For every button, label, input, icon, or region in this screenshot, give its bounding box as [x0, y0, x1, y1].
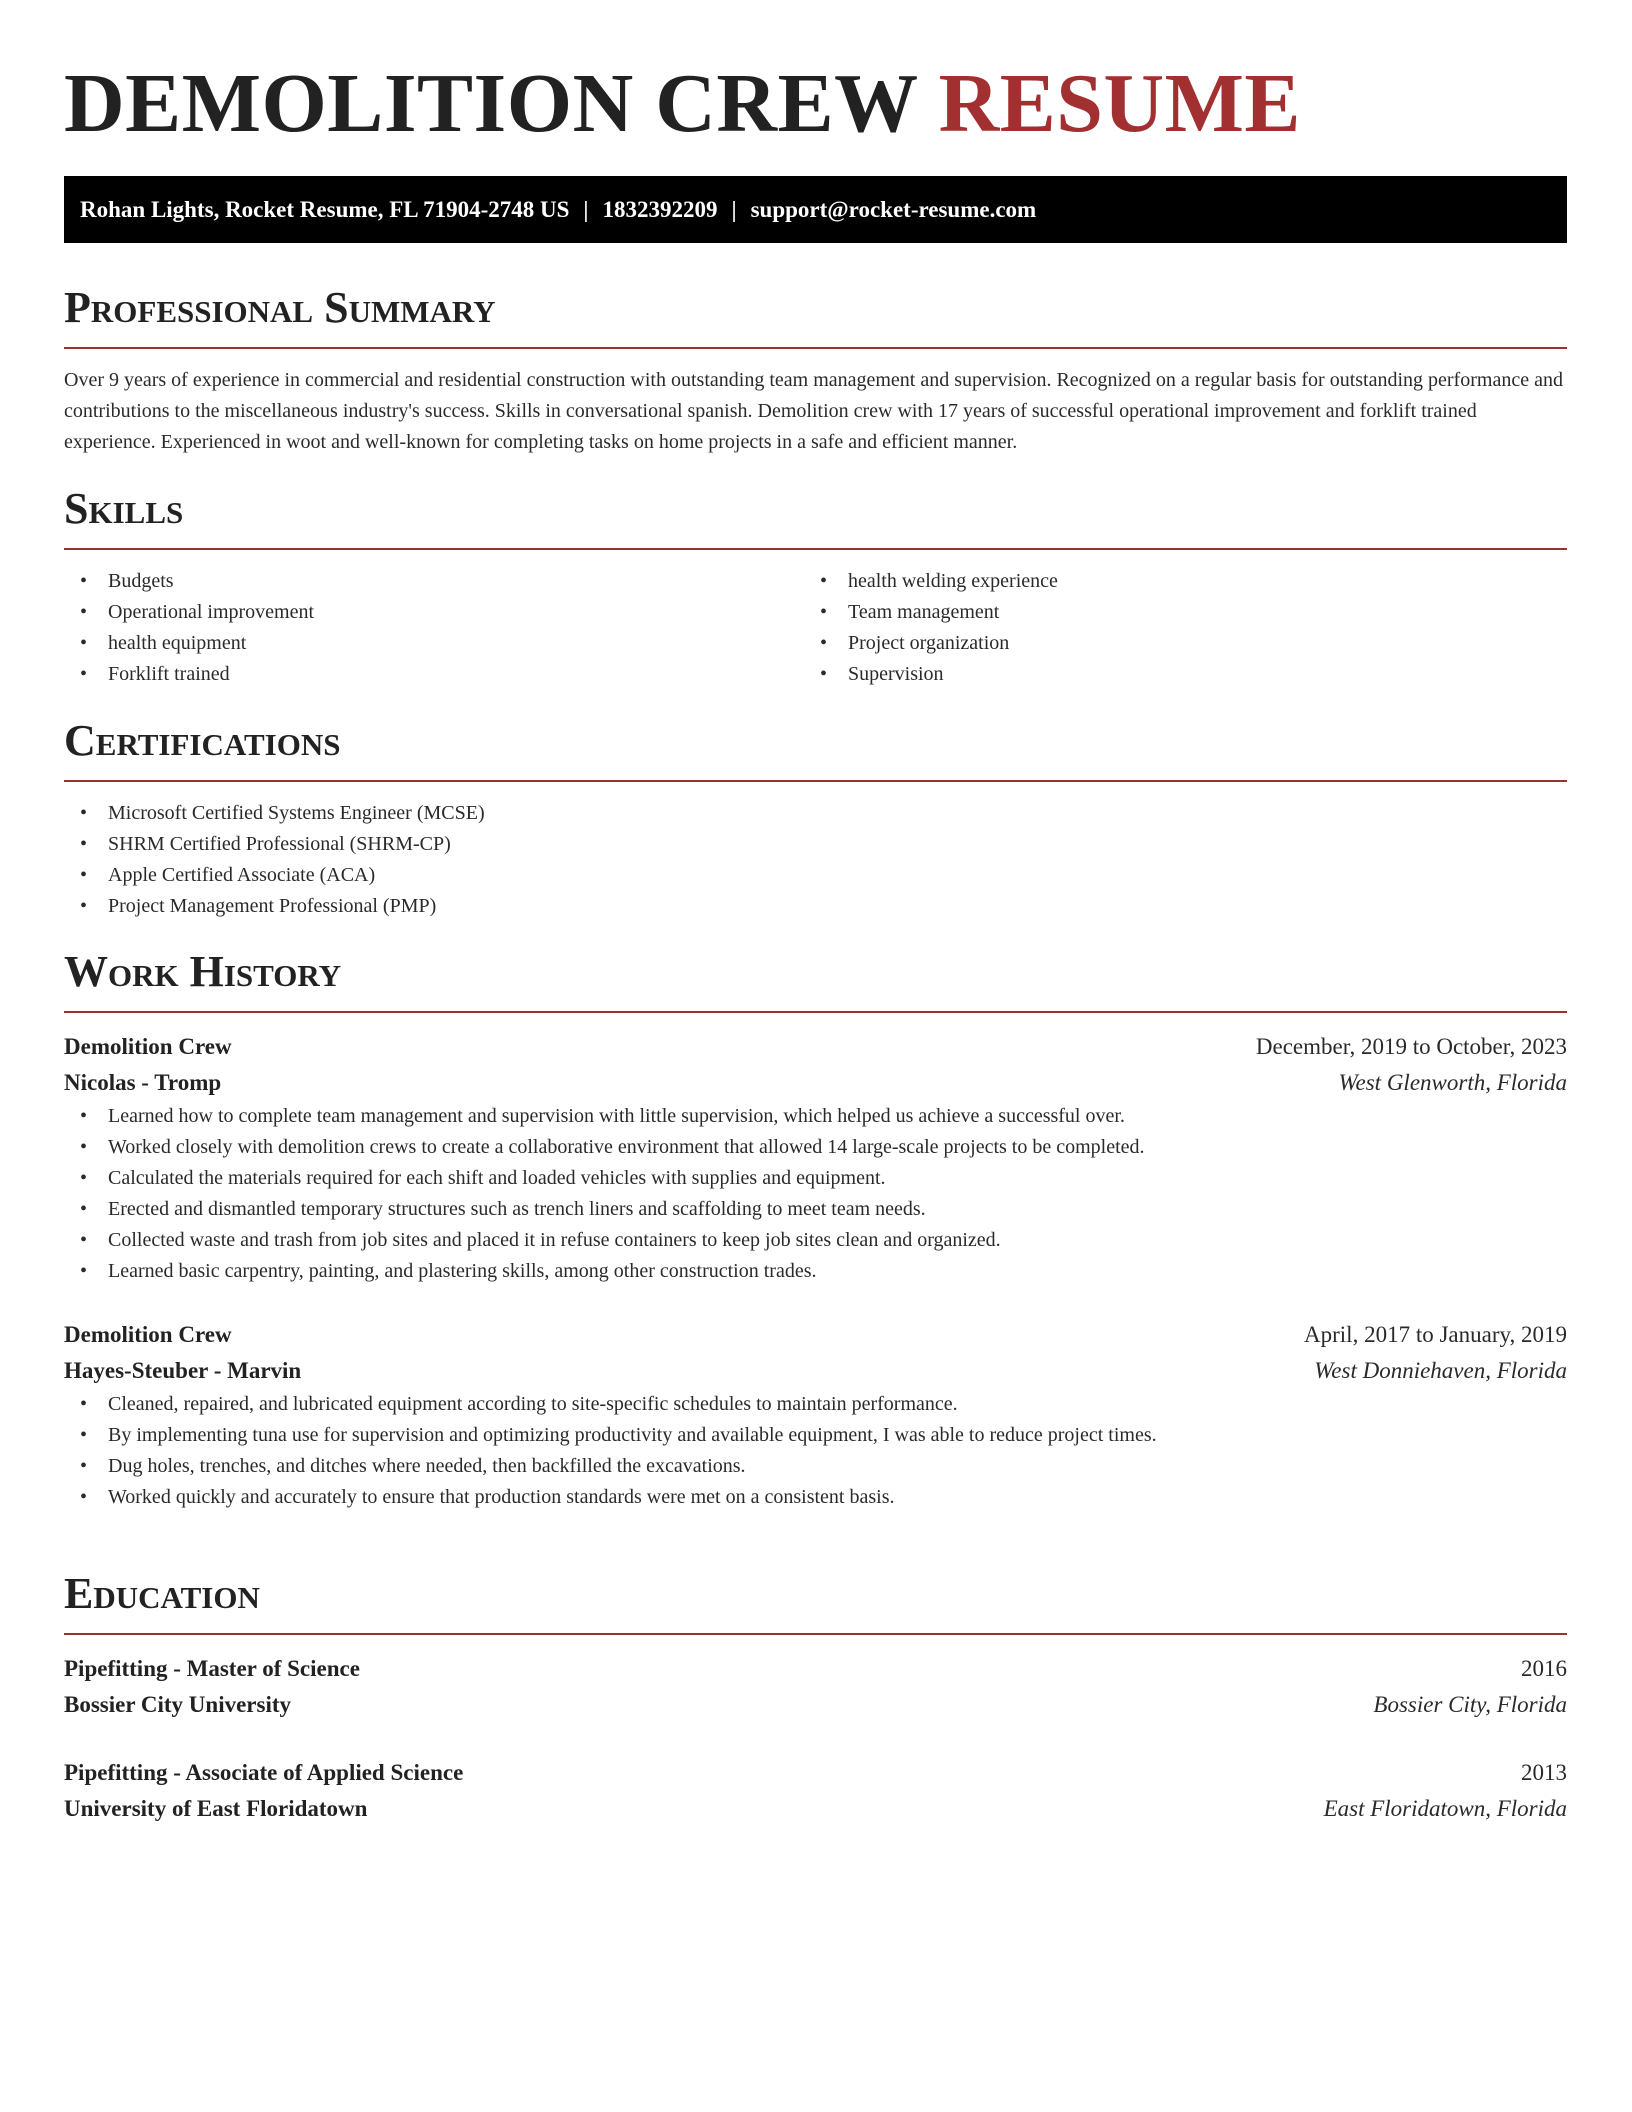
education-section [64, 1569, 1567, 1827]
section-divider [64, 780, 1567, 782]
certification-item: • Apple Certified Associate (ACA) [64, 860, 1567, 891]
contact-bar [64, 176, 1567, 243]
contact-email[interactable]: support@rocket-resume.com [750, 197, 1037, 222]
title-main: DEMOLITION CREW [64, 57, 918, 150]
job-duty: • Calculated the materials required for each shift and loaded vehicles with supplies and equipment. [64, 1163, 1567, 1194]
work-history-heading: Work History [64, 947, 342, 996]
graduation-year: 2016 [1521, 1656, 1567, 1681]
job-title-row [64, 1317, 1567, 1353]
job-duty: • Learned how to complete team management and supervision with little supervision, which helped us achieve a successful over. [64, 1101, 1567, 1132]
job-duties-list [64, 1101, 1567, 1287]
job-duty: • Cleaned, repaired, and lubricated equipment according to site-specific schedules to maintain performance. [64, 1389, 1567, 1420]
degree-row [64, 1755, 1567, 1791]
section-divider [64, 548, 1567, 550]
job-location: West Donniehaven, Florida [1314, 1358, 1567, 1383]
skills-heading: Skills [64, 484, 184, 533]
job-entry [64, 1317, 1567, 1513]
certifications-heading: Certifications [64, 716, 341, 765]
contact-separator: | [583, 197, 589, 222]
job-title: Demolition Crew [64, 1034, 232, 1059]
degree-row [64, 1651, 1567, 1687]
job-duty: • Collected waste and trash from job sites and placed it in refuse containers to keep job sites clean and organized. [64, 1225, 1567, 1256]
job-title: Demolition Crew [64, 1322, 232, 1347]
title-accent: RESUME [938, 57, 1301, 150]
skill-item: • Team management [804, 597, 1544, 628]
school-row [64, 1687, 1567, 1723]
job-duty: • Worked closely with demolition crews to create a collaborative environment that allowed 14 large-scale projects to be completed. [64, 1132, 1567, 1163]
resume-title [64, 56, 1567, 152]
certification-item: • Microsoft Certified Systems Engineer (MCSE) [64, 798, 1567, 829]
skills-list-right [804, 566, 1544, 690]
contact-separator: | [731, 197, 737, 222]
skills-list-left [64, 566, 804, 690]
contact-phone[interactable]: 1832392209 [602, 197, 718, 222]
skill-item: • Operational improvement [64, 597, 804, 628]
skills-section [64, 484, 1567, 690]
job-dates: April, 2017 to January, 2019 [1304, 1322, 1567, 1347]
work-history-section [64, 947, 1567, 1513]
school-location: East Floridatown, Florida [1323, 1796, 1567, 1821]
job-entry [64, 1029, 1567, 1287]
skill-item: • health equipment [64, 628, 804, 659]
job-duty: • Learned basic carpentry, painting, and plastering skills, among other construction trades. [64, 1256, 1567, 1287]
graduation-year: 2013 [1521, 1760, 1567, 1785]
contact-address: Rohan Lights, Rocket Resume, FL 71904-2748 US [80, 197, 570, 222]
job-company: Hayes-Steuber - Marvin [64, 1358, 302, 1383]
school-location: Bossier City, Florida [1373, 1692, 1567, 1717]
certification-item: • Project Management Professional (PMP) [64, 891, 1567, 922]
resume-page [64, 0, 1567, 1821]
education-heading: Education [64, 1569, 260, 1618]
job-dates: December, 2019 to October, 2023 [1255, 1034, 1567, 1059]
education-entry [64, 1651, 1567, 1723]
skill-item: • Forklift trained [64, 659, 804, 690]
job-title-row [64, 1029, 1567, 1065]
job-company-row [64, 1065, 1567, 1101]
skills-columns [64, 566, 1567, 690]
skill-item: • Budgets [64, 566, 804, 597]
job-company-row [64, 1353, 1567, 1389]
job-duty: • Erected and dismantled temporary structures such as trench liners and scaffolding to meet team needs. [64, 1194, 1567, 1225]
certification-item: • SHRM Certified Professional (SHRM-CP) [64, 829, 1567, 860]
skill-item: • Supervision [804, 659, 1544, 690]
school-row [64, 1791, 1567, 1827]
skill-item: • health welding experience [804, 566, 1544, 597]
job-company: Nicolas - Tromp [64, 1070, 222, 1095]
summary-heading: Professional Summary [64, 283, 496, 332]
section-divider [64, 347, 1567, 349]
job-duty: • By implementing tuna use for supervision and optimizing productivity and available equipment, I was able to reduce project times. [64, 1420, 1567, 1451]
school-name: Bossier City University [64, 1692, 292, 1717]
job-duties-list [64, 1389, 1567, 1513]
education-entry [64, 1755, 1567, 1827]
job-location: West Glenworth, Florida [1338, 1070, 1567, 1095]
school-name: University of East Floridatown [64, 1796, 368, 1821]
degree-name: Pipefitting - Master of Science [64, 1656, 360, 1681]
summary-section [64, 283, 1567, 458]
skill-item: • Project organization [804, 628, 1544, 659]
section-divider [64, 1633, 1567, 1635]
certifications-list [64, 798, 1567, 922]
summary-text: Over 9 years of experience in commercial and residential construction with outstanding team management and supervision. Recognized on a regular basis for outstanding performance and contributions to the miscellaneous industry's success. Skills in conversational spanish. Demolition crew with 17 years of successful operational improvement and forklift trained experience. Experienced in woot and well-known for completing tasks on home projects in a safe and efficient manner. [64, 369, 1563, 453]
job-duty: • Dug holes, trenches, and ditches where needed, then backfilled the excavations. [64, 1451, 1567, 1482]
job-duty: • Worked quickly and accurately to ensure that production standards were met on a consistent basis. [64, 1482, 1567, 1513]
section-divider [64, 1011, 1567, 1013]
degree-name: Pipefitting - Associate of Applied Science [64, 1760, 464, 1785]
certifications-section [64, 716, 1567, 922]
